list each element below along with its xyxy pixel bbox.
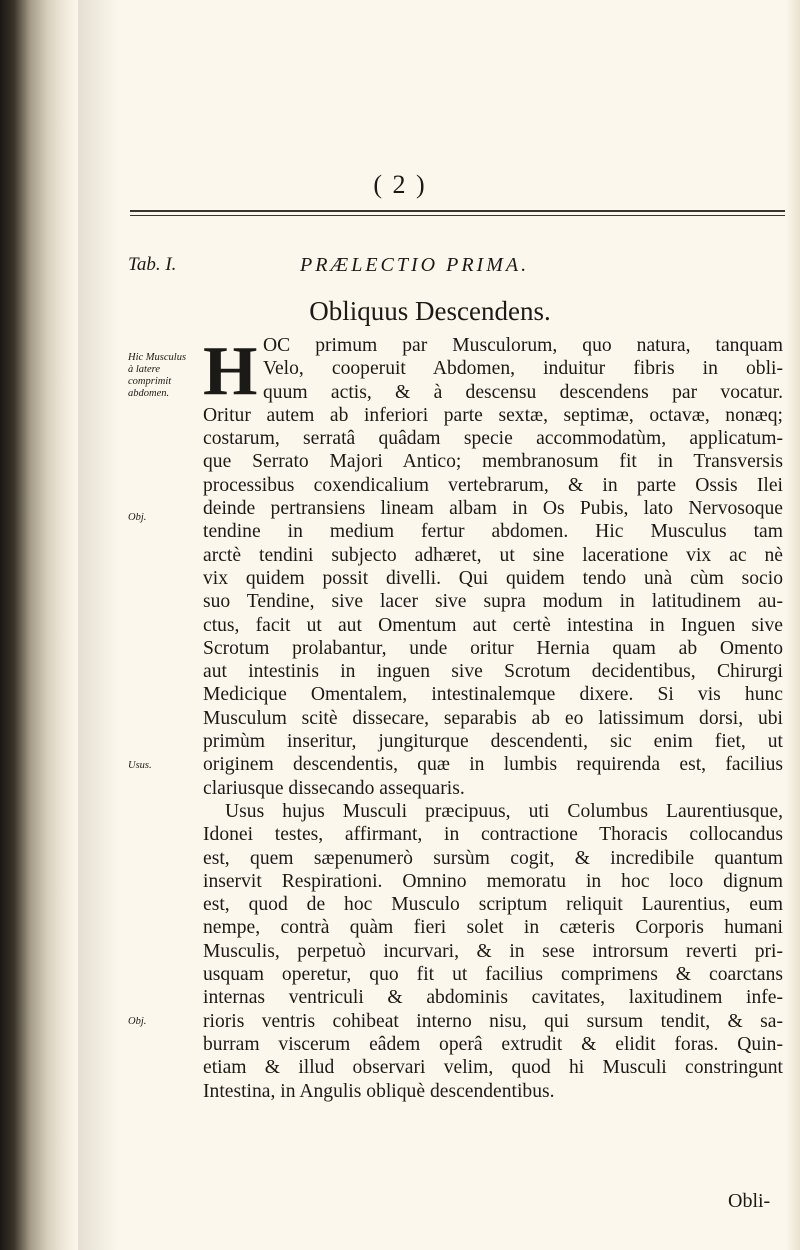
text-line: deinde pertransiens lineam albam in Os Pubis, lato Nervosoque (203, 498, 783, 520)
header-rule-thin (130, 215, 785, 216)
text-line: arctè tendini subjecto adhæret, ut sine laceratione vix ac nè (203, 544, 783, 566)
text-line: est, quod de hoc Musculo scriptum reliquit Laurentius, eum (203, 894, 783, 916)
text-line: Velo, cooperuit Abdomen, induitur fibris in obli- (263, 358, 783, 380)
text-line: que Serrato Majori Antico; membranosum fit in Transversis (203, 451, 783, 473)
section-heading: Obliquus Descendens. (309, 296, 551, 326)
plate-reference: Tab. I. (128, 254, 177, 275)
margin-note: Obj. (128, 1016, 147, 1027)
text-line: suo Tendine, sive lacer sive supra modum in latitudinem au- (203, 591, 783, 613)
text-line: nempe, contrà quàm fieri solet in cæteris Corporis humani (203, 917, 783, 939)
text-line: Oritur autem ab inferiori parte sextæ, septimæ, octavæ, nonæq; (203, 404, 783, 426)
text-line: ctus, facit ut aut Omentum aut certè intestina in Inguen sive (203, 614, 783, 636)
text-line: burram viscerum eâdem operâ extrudit & elidit foras. Quin- (203, 1033, 783, 1055)
text-line: etiam & illud observari velim, quod hi Musculi constringunt (203, 1057, 783, 1079)
text-line: OC primum par Musculorum, quo natura, tanquam (263, 335, 783, 356)
text-line: usquam operetur, quo fit ut facilius comprimens & coarctans (203, 964, 783, 986)
text-line: vix quidem possit divelli. Qui quidem tendo unà cùm socio (203, 567, 783, 589)
running-title: PRÆLECTIO PRIMA. (300, 254, 530, 276)
header-rule-thick (130, 210, 785, 212)
drop-cap: H (203, 333, 258, 410)
body-text (203, 334, 783, 1103)
text-line: rioris ventris cohibeat interno nisu, qui sursum tendit, & sa- (203, 1010, 783, 1032)
text-line: inservit Respirationi. Omnino memoratu in hoc loco dignum (203, 870, 783, 892)
text-line: clariusque dissecando assequaris. (203, 777, 465, 799)
text-line: Usus hujus Musculi præcipuus, uti Columbus Laurentiusque, (225, 800, 783, 822)
text-line: quum actis, & à descensu descendens par vocatur. (263, 381, 783, 403)
text-line: aut intestinis in inguen sive Scrotum decidentibus, Chirurgi (203, 661, 783, 683)
text-line: originem descendentis, quæ in lumbis requirenda est, facilius (203, 754, 783, 776)
text-line: primùm inseritur, jungiturque descendenti, sic enim fiet, ut (203, 731, 783, 753)
text-line: Idonei testes, affirmant, in contractione Thoracis collocandus (203, 824, 783, 846)
text-line: tendine in medium fertur abdomen. Hic Musculus tam (203, 521, 783, 543)
margin-note: Obj. (128, 512, 147, 523)
text-line: costarum, serratâ quâdam specie accommodatùm, applicatum- (203, 428, 783, 450)
text-line: processibus coxendicalium vertebrarum, & in parte Ossis Ilei (203, 474, 783, 496)
text-line: Medicique Omentalem, intestinalemque dixere. Si vis hunc (203, 684, 783, 706)
margin-note: Usus. (128, 760, 152, 771)
margin-note: Hic Musculus à latere comprimit abdomen. (128, 352, 187, 399)
text-line: Musculum scitè dissecare, separabis ab eo latissimum dorsi, ubi (203, 707, 783, 729)
text-line: Intestina, in Angulis obliquè descendentibus. (203, 1080, 555, 1102)
page-number: ( 2 ) (373, 170, 427, 199)
catchword: Obli- (728, 1190, 771, 1212)
text-line: Musculis, perpetuò incurvari, & in sese introrsum reverti pri- (203, 940, 783, 962)
text-line: Scrotum prolabantur, unde oritur Hernia quam ab Omento (203, 637, 783, 659)
text-line: internas ventriculi & abdominis cavitates, laxitudinem infe- (203, 987, 783, 1009)
text-line: est, quem sæpenumerò sursùm cogit, & incredibile quantum (203, 847, 783, 869)
